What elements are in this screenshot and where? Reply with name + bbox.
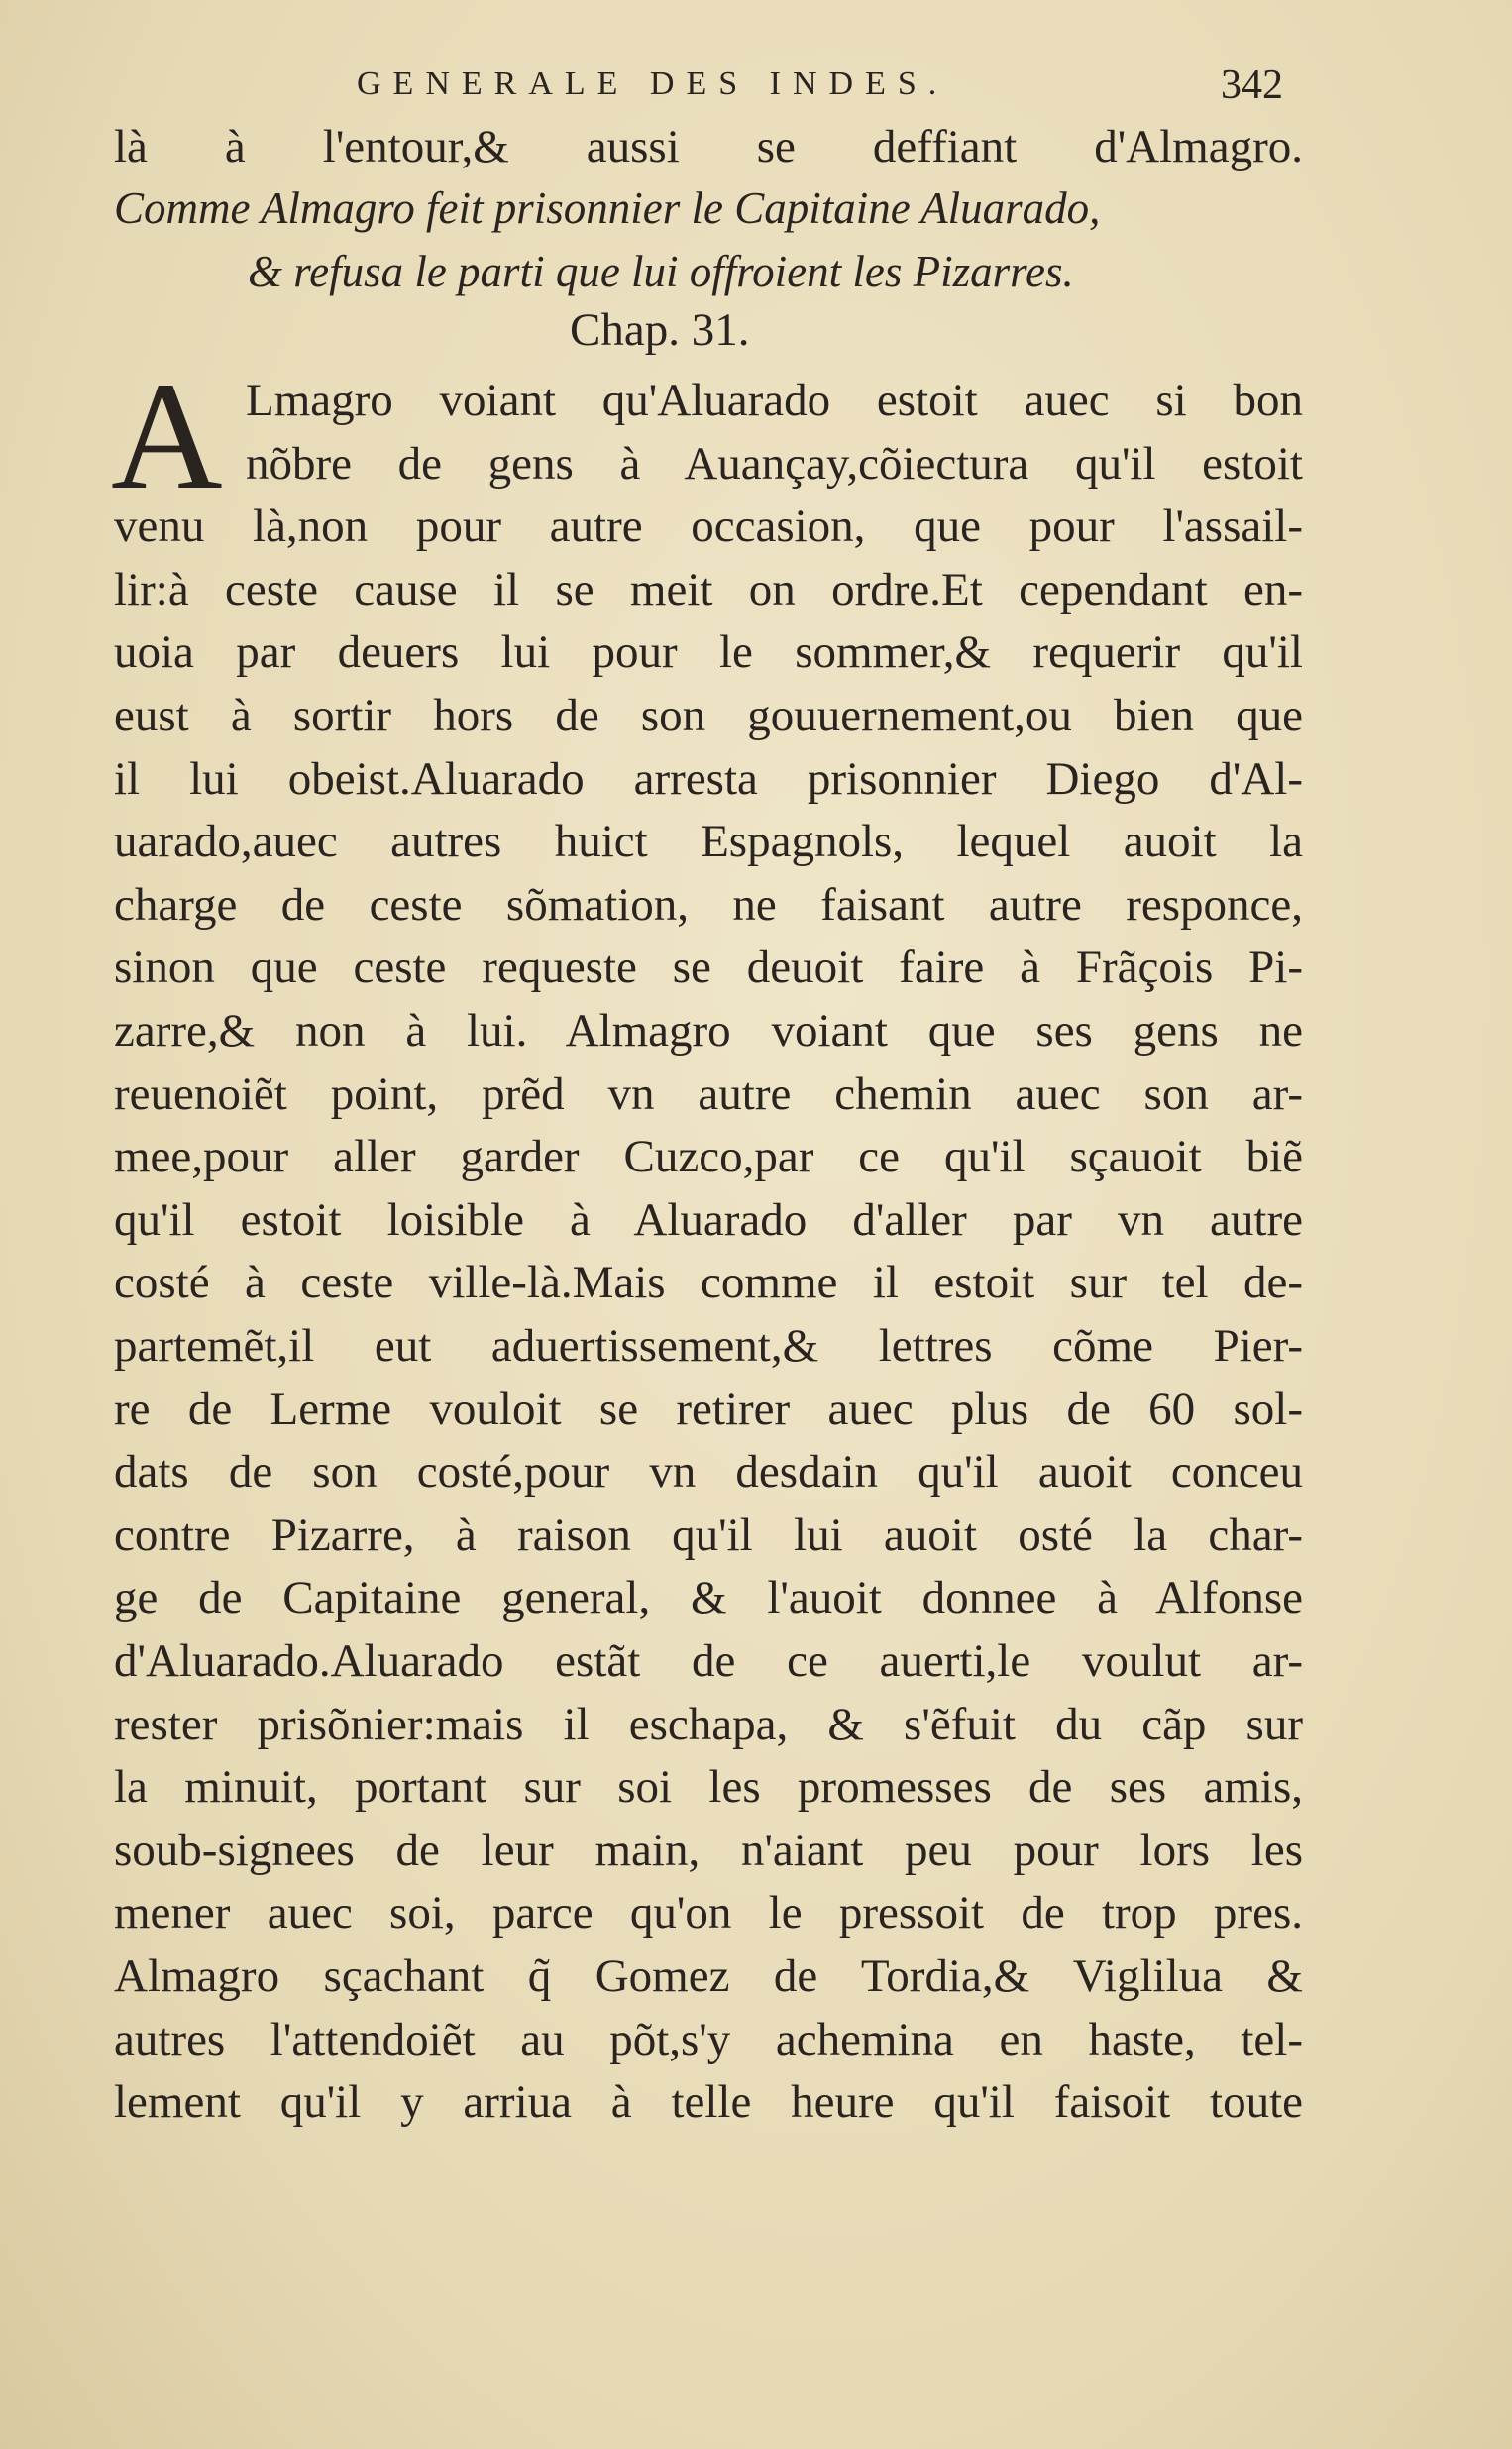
chapter-heading-line-2: & refusa le parti que lui offroient les Pizarres. <box>248 247 1074 296</box>
text-line: uarado,auec autres huict Espagnols, lequel auoit la <box>114 816 1303 867</box>
drop-capital: A <box>111 350 223 521</box>
text-line: autres l'attendoiẽt au põt,s'y achemina en haste, tel- <box>114 2014 1303 2065</box>
text-line: venu là,non pour autre occasion, que pour l'assail- <box>114 501 1303 552</box>
text-line: rester prisõnier:mais il eschapa, & s'ẽfuit du cãp sur <box>114 1699 1303 1750</box>
text-line: re de Lerme vouloit se retirer auec plus de 60 sol- <box>114 1384 1303 1435</box>
text-line: costé à ceste ville-là.Mais comme il estoit sur tel de- <box>114 1257 1303 1308</box>
text-line: uoia par deuers lui pour le sommer,& requerir qu'il <box>114 626 1303 678</box>
text-line: ge de Capitaine general, & l'auoit donnee à Alfonse <box>114 1572 1303 1623</box>
text-line: zarre,& non à lui. Almagro voiant que ses gens ne <box>114 1005 1303 1057</box>
chapter-heading-line-1: Comme Almagro feit prisonnier le Capitaine Aluarado, <box>114 183 1101 233</box>
text-line: lement qu'il y arriua à telle heure qu'il faisoit toute <box>114 2076 1303 2128</box>
text-line: la minuit, portant sur soi les promesses de ses amis, <box>114 1761 1303 1813</box>
text-line: mener auec soi, parce qu'on le pressoit de trop pres. <box>114 1887 1303 1939</box>
text-line: d'Aluarado.Aluarado estãt de ce auerti,le voulut ar- <box>114 1635 1303 1687</box>
page-number: 342 <box>1221 62 1283 108</box>
text-line: qu'il estoit loisible à Aluarado d'aller par vn autre <box>114 1194 1303 1246</box>
text-line: soub-signees de leur main, n'aiant peu pour lors les <box>114 1825 1303 1876</box>
text-line: mee,pour aller garder Cuzco,par ce qu'il sçauoit biẽ <box>114 1131 1303 1182</box>
chapter-number: Chap. 31. <box>570 304 750 356</box>
text-line: Lmagro voiant qu'Aluarado estoit auec si bon <box>246 375 1303 426</box>
text-line: lir:à ceste cause il se meit on ordre.Et cependant en- <box>114 564 1303 615</box>
text-line: charge de ceste sõmation, ne faisant autre responce, <box>114 879 1303 931</box>
text-line: sinon que ceste requeste se deuoit faire à Frãçois Pi- <box>114 942 1303 993</box>
text-line: partemẽt,il eut aduertissement,& lettres cõme Pier- <box>114 1320 1303 1372</box>
text-line: Almagro sçachant q̃ Gomez de Tordia,& Viglilua & <box>114 1950 1303 2002</box>
text-line: contre Pizarre, à raison qu'il lui auoit osté la char- <box>114 1509 1303 1561</box>
running-head: GENERALE DES INDES. <box>357 65 949 102</box>
text-line: dats de son costé,pour vn desdain qu'il auoit conceu <box>114 1446 1303 1498</box>
text-line: là à l'entour,& aussi se deffiant d'Almagro. <box>114 121 1303 172</box>
text-line: eust à sortir hors de son gouuernement,ou bien que <box>114 690 1303 741</box>
text-line: nõbre de gens à Auançay,cõiectura qu'il estoit <box>246 438 1303 490</box>
text-line: reuenoiẽt point, prẽd vn autre chemin auec son ar- <box>114 1068 1303 1120</box>
text-line: il lui obeist.Aluarado arresta prisonnier Diego d'Al- <box>114 753 1303 805</box>
